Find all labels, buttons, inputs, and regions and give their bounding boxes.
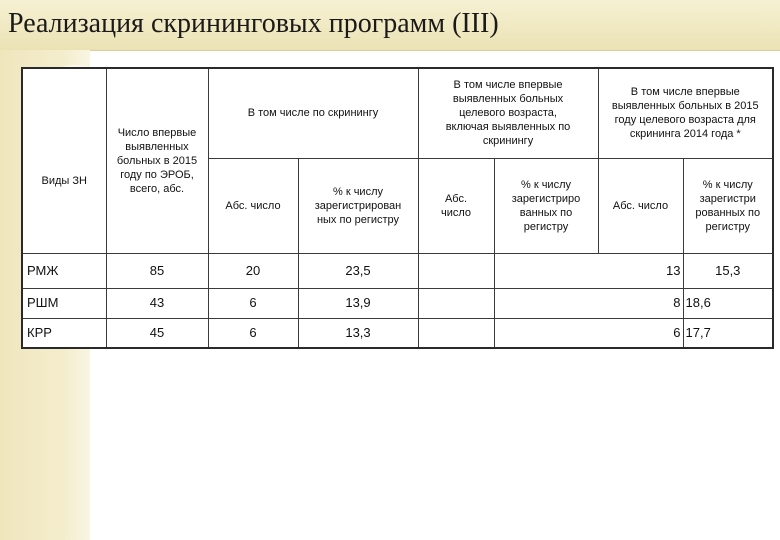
row-type: РМЖ — [22, 253, 106, 288]
row-t2014-abs: 8 — [598, 288, 683, 318]
row-target-pct — [494, 318, 598, 348]
header-sub-abs: Абс. число — [598, 158, 683, 253]
row-screen-abs: 20 — [208, 253, 298, 288]
row-total: 45 — [106, 318, 208, 348]
table-row — [22, 288, 773, 318]
row-screen-pct: 23,5 — [298, 253, 418, 288]
row-screen-pct: 13,9 — [298, 288, 418, 318]
title-bar — [0, 0, 780, 51]
row-screen-pct: 13,3 — [298, 318, 418, 348]
row-t2014-pct: 17,7 — [683, 318, 773, 348]
header-sub-pct: % к числу зарегистриро ванных по регистру — [494, 158, 598, 253]
screening-table — [21, 67, 774, 349]
row-type: РШМ — [22, 288, 106, 318]
row-t2014-pct: 18,6 — [683, 288, 773, 318]
row-t2014-abs: 13 — [598, 253, 683, 288]
row-total: 85 — [106, 253, 208, 288]
header-sub-pct: % к числу зарегистрирован ных по регистру — [298, 158, 418, 253]
row-target-abs — [418, 318, 494, 348]
header-sub-abs: Абс. число — [208, 158, 298, 253]
row-target-pct — [494, 253, 598, 288]
header-group-target-age: В том числе впервые выявленных больных целевого возраста, включая выявленных по скринингу — [418, 68, 598, 158]
row-target-abs — [418, 253, 494, 288]
row-screen-abs: 6 — [208, 288, 298, 318]
header-types-label: Виды ЗН — [41, 174, 87, 187]
row-t2014-abs: 6 — [598, 318, 683, 348]
row-target-abs — [418, 288, 494, 318]
header-sub-pct: % к числу зарегистри рованных по регистру — [683, 158, 773, 253]
row-type: КРР — [22, 318, 106, 348]
table-row — [22, 253, 773, 288]
header-group-screening: В том числе по скринингу — [208, 68, 418, 158]
slide-title: Реализация скрининговых программ (III) — [8, 8, 499, 39]
header-cell-total: Число впервые выявленных больных в 2015 году по ЭРОБ, всего, абс. — [106, 68, 208, 253]
header-group-target-2014: В том числе впервые выявленных больных в 2015 году целевого возраста для скрининга 2014 года * — [598, 68, 773, 158]
header-sub-abs: Абс. число — [418, 158, 494, 253]
header-cell-types — [22, 68, 106, 253]
row-screen-abs: 6 — [208, 318, 298, 348]
row-total: 43 — [106, 288, 208, 318]
table-row — [22, 318, 773, 348]
row-target-pct — [494, 288, 598, 318]
row-t2014-pct: 15,3 — [683, 253, 773, 288]
